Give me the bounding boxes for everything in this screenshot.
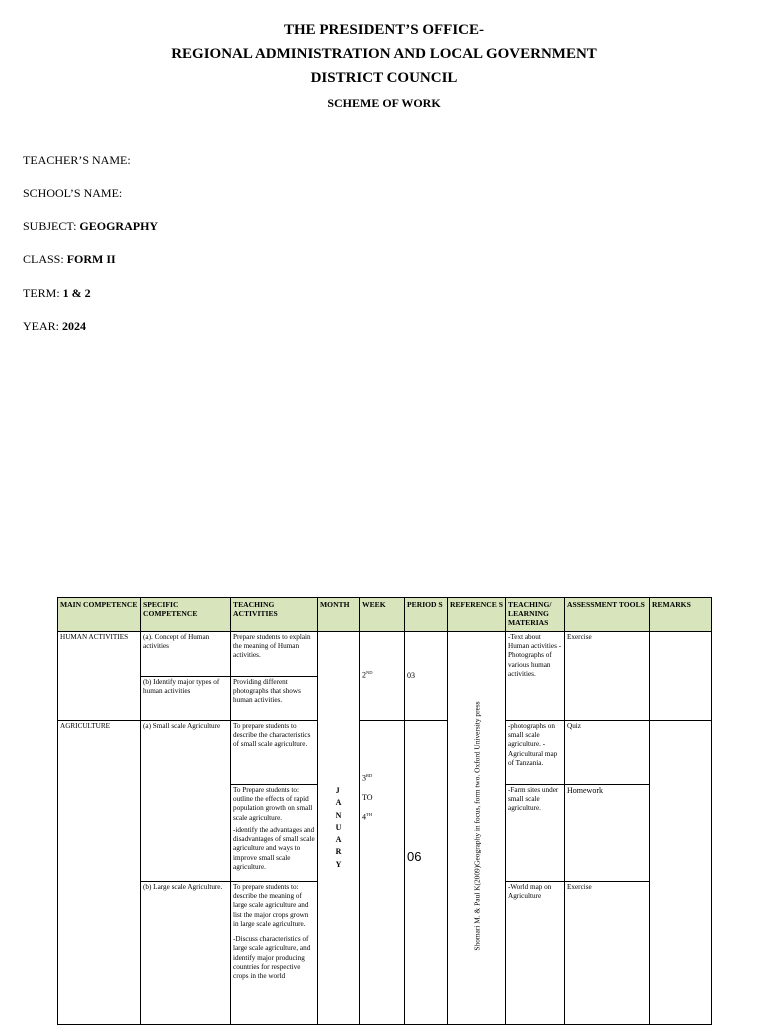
term-value: 1 & 2 (62, 286, 91, 300)
week-until-number: 4 (362, 813, 366, 823)
week-until-suffix: TH (366, 812, 372, 818)
term-field (23, 286, 91, 301)
teacher-name-field (23, 153, 131, 168)
assessment-agriculture-3: Exercise (565, 882, 650, 1025)
main-competence-agriculture: AGRICULTURE (58, 721, 141, 1025)
header-assessment-tools: ASSESSMENT TOOLS (565, 598, 650, 632)
materials-agriculture-2: -Farm sites under small scale agriculture. (506, 785, 565, 882)
subject-value: GEOGRAPHY (79, 219, 159, 233)
header-tl-materials: TEACHING/ LEARNING MATERIAS (506, 598, 565, 632)
week-human-suffix: ND (366, 670, 373, 676)
materials-agriculture-1: -photographs on small scale agriculture. -Agricultural map of Tanzania. (506, 721, 565, 785)
activity-agriculture-4-text: To prepare students to: describe the meaning of large scale agriculture and list the major crops grown in large scale agriculture. (233, 883, 309, 928)
month-letter: A (335, 835, 342, 845)
header-periods: PERIOD S (405, 598, 448, 632)
activity-agriculture-1: To prepare students to describe the characteristics of small scale agriculture. (231, 721, 318, 785)
header-month: MONTH (318, 598, 360, 632)
activity-agriculture-5-text: -Discuss characteristics of large scale agriculture, and identify major producing countries for respective crops in the world (233, 935, 311, 980)
year-value: 2024 (62, 319, 86, 333)
year-label: YEAR: (23, 319, 59, 333)
month-letter: R (335, 847, 342, 857)
specific-competence-human-a: (a). Concept of Human activities (141, 632, 231, 677)
subject-field (23, 219, 158, 234)
period-agriculture-value: 06 (407, 849, 422, 864)
month-cell (318, 632, 360, 1025)
specific-competence-human-b: (b) Identify major types of human activities (141, 677, 231, 721)
materials-agriculture-3: -World map on Agriculture (506, 882, 565, 1025)
term-label: TERM: (23, 286, 60, 300)
remarks-human (650, 632, 712, 721)
week-to: TO (362, 793, 373, 803)
month-letter: Y (335, 859, 342, 869)
table-row (58, 632, 712, 677)
teacher-name-label: TEACHER’S NAME: (23, 153, 131, 167)
class-label: CLASS: (23, 252, 64, 266)
week-human-number: 2 (362, 671, 366, 681)
document-title: SCHEME OF WORK (327, 96, 441, 110)
week-from-suffix: RD (366, 773, 373, 778)
month-letter: U (335, 822, 342, 832)
assessment-human: Exercise (565, 632, 650, 721)
assessment-agriculture-2: Homework (565, 785, 650, 882)
class-value: FORM II (66, 252, 116, 266)
class-field (23, 252, 116, 267)
header-main-competence: MAIN COMPETENCE (58, 598, 141, 632)
activity-human-b: Providing different photographs that shows human activities. (231, 677, 318, 721)
main-competence-human: HUMAN ACTIVITIES (58, 632, 141, 721)
remarks-agriculture (650, 721, 712, 1025)
header-remarks: REMARKS (650, 598, 712, 632)
scheme-of-work-table (57, 597, 712, 1025)
council-title: DISTRICT COUNCIL (310, 70, 458, 86)
header-specific-competence: SPECIFIC COMPETENCE (141, 598, 231, 632)
reference-text: Shomari M. & Paul K(2009)Geography in focus, form two. Oxford University press (471, 701, 481, 951)
period-human: 03 (405, 632, 448, 721)
month-value (336, 785, 342, 870)
month-letter: J (335, 786, 340, 796)
year-field (23, 319, 86, 334)
assessment-agriculture-1: Quiz (565, 721, 650, 785)
activity-agriculture-4 (231, 882, 318, 1025)
materials-human: -Text about Human activities -Photographs of various human activities. (506, 632, 565, 721)
school-name-field (23, 186, 122, 201)
period-agriculture (405, 721, 448, 1025)
month-letter: N (335, 810, 342, 820)
administration-title: REGIONAL ADMINISTRATION AND LOCAL GOVERNMENT (171, 46, 597, 62)
specific-competence-agriculture-a: (a) Small scale Agriculture (141, 721, 231, 882)
header-week: WEEK (360, 598, 405, 632)
reference-cell (448, 632, 506, 1025)
office-title: THE PRESIDENT’S OFFICE- (283, 22, 485, 38)
week-from-number: 3 (362, 773, 366, 783)
week-human (360, 632, 405, 721)
header-teaching-activities: TEACHING ACTIVITIES (231, 598, 318, 632)
week-agriculture (360, 721, 405, 1025)
subject-label: SUBJECT: (23, 219, 77, 233)
activity-human-a: Prepare students to explain the meaning of Human activities. (231, 632, 318, 677)
month-letter: A (335, 798, 342, 808)
school-name-label: SCHOOL’S NAME: (23, 186, 123, 200)
activity-agriculture-3-text: -identify the advantages and disadvantages of small scale agriculture and ways to improve small scale agriculture. (233, 825, 315, 871)
activity-agriculture-2-text: To Prepare students to: outline the effects of rapid population growth on small scale agriculture. (233, 786, 313, 822)
table-row (58, 721, 712, 785)
header-references: REFERENCE S (448, 598, 506, 632)
specific-competence-agriculture-b: (b) Large scale Agriculture. (141, 882, 231, 1025)
activity-agriculture-2 (231, 785, 318, 882)
table-header-row (58, 598, 712, 632)
